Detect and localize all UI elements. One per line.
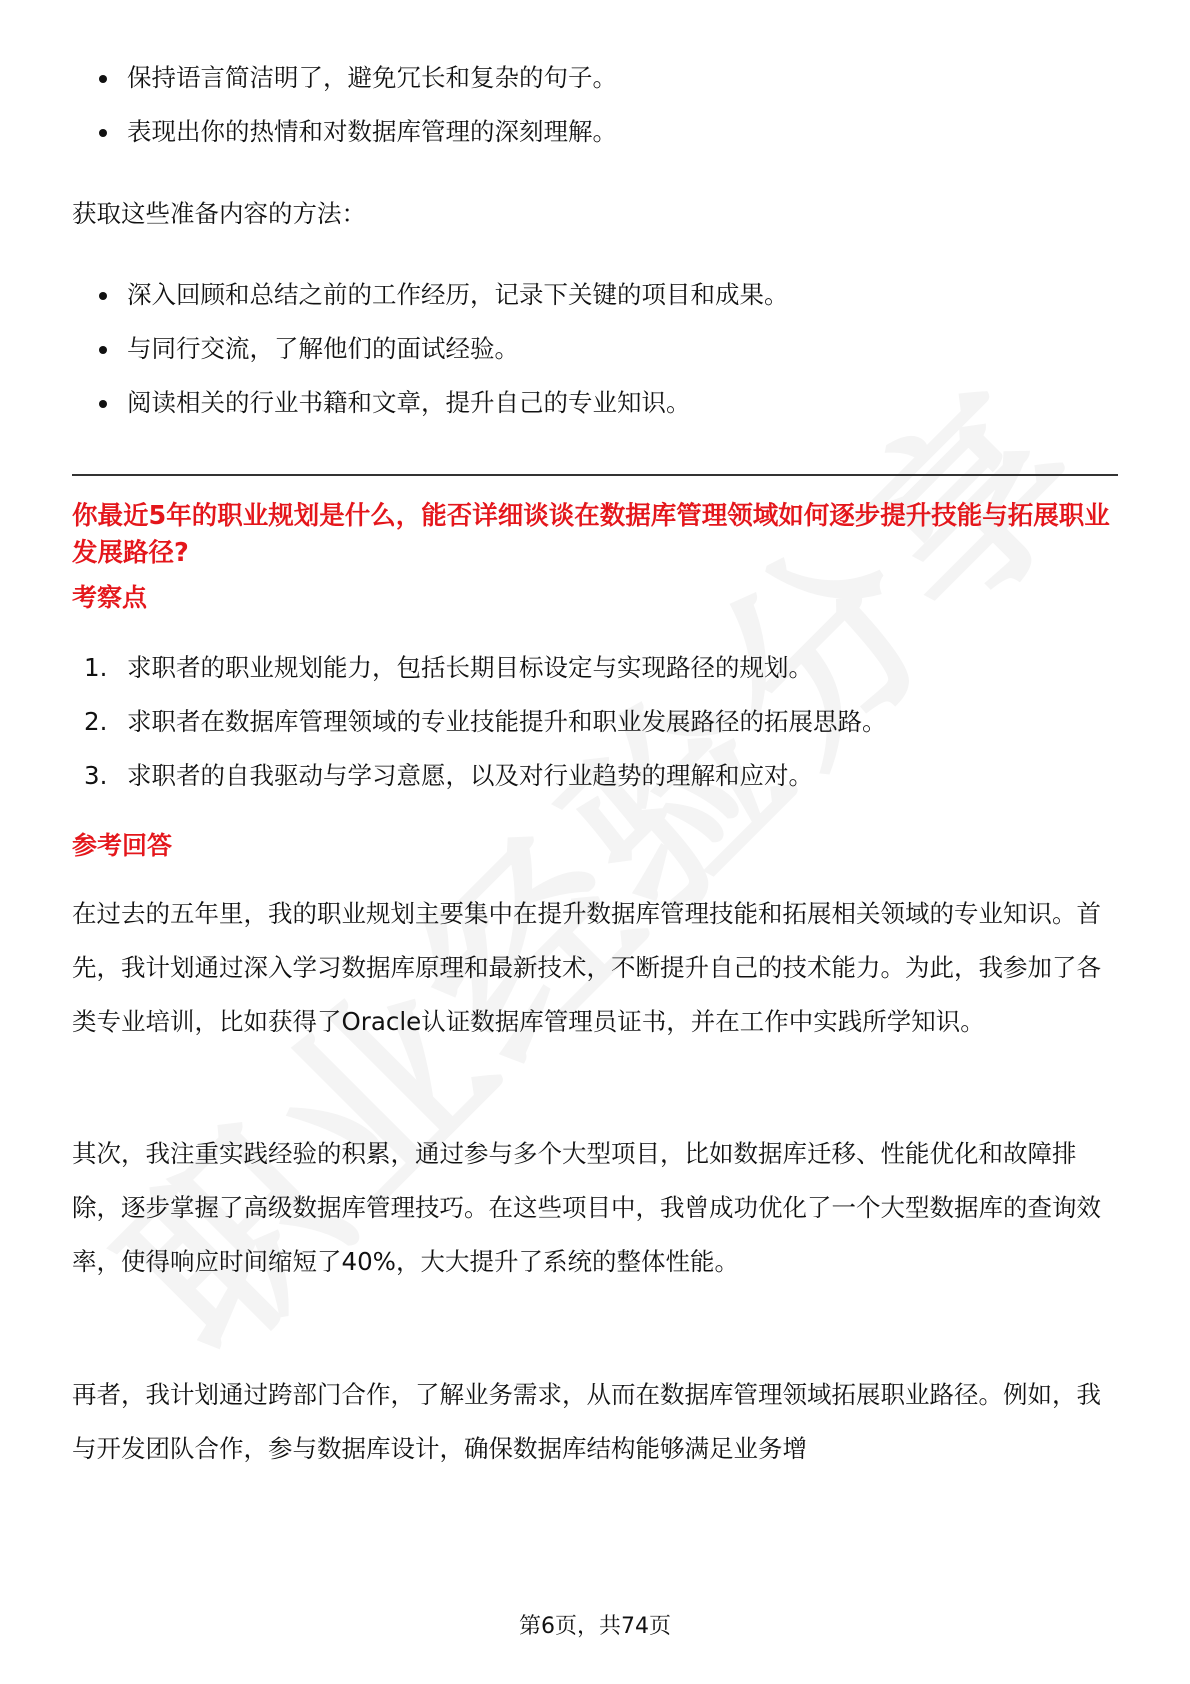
list-number: 1.: [84, 653, 108, 682]
list-item: [72, 706, 1118, 738]
list-item: [72, 760, 1118, 792]
document-page: [72, 0, 1118, 1684]
list-item-text: 求职者在数据库管理领域的专业技能提升和职业发展路径的拓展思路。: [127, 707, 887, 736]
page-number-footer: 第6页，共74页: [519, 1614, 671, 1639]
method-bullet-list: [72, 279, 1118, 419]
top-bullet-list: [72, 62, 1118, 148]
answer-paragraph: 再者，我计划通过跨部门合作，了解业务需求，从而在数据库管理领域拓展职业路径。例如，我与开发团队合作，参与数据库设计，确保数据库结构能够满足业务增: [72, 1380, 1101, 1463]
list-item-text: 阅读相关的行业书籍和文章，提升自己的专业知识。: [127, 388, 691, 417]
answer-paragraph: 其次，我注重实践经验的积累，通过参与多个大型项目，比如数据库迁移、性能优化和故障排除，逐步掌握了高级数据库管理技巧。在这些项目中，我曾成功优化了一个大型数据库的查询效率，使得响应时间缩短了40%，大大提升了系统的整体性能。: [72, 1139, 1101, 1276]
list-item-text: 求职者的自我驱动与学习意愿，以及对行业趋势的理解和应对。: [127, 761, 813, 790]
bullet-icon: [99, 75, 107, 83]
list-item-text: 与同行交流，了解他们的面试经验。: [127, 334, 519, 363]
list-number: 3.: [84, 761, 108, 790]
answer-paragraph: 在过去的五年里，我的职业规划主要集中在提升数据库管理技能和拓展相关领域的专业知识。首先，我计划通过深入学习数据库原理和最新技术，不断提升自己的技术能力。为此，我参加了各类专业培训，比如获得了Oracle认证数据库管理员证书，并在工作中实践所学知识。: [72, 899, 1101, 1036]
bullet-icon: [99, 400, 107, 408]
section-divider: [72, 474, 1118, 476]
focus-heading: 考察点: [72, 583, 148, 612]
list-item: [72, 62, 1118, 94]
bullet-icon: [99, 346, 107, 354]
list-item-text: 表现出你的热情和对数据库管理的深刻理解。: [127, 117, 617, 146]
list-item-text: 保持语言简洁明了，避免冗长和复杂的句子。: [127, 63, 617, 92]
list-item: [72, 652, 1118, 684]
focus-point-list: [72, 652, 1118, 792]
methods-intro: 获取这些准备内容的方法：: [72, 199, 366, 228]
list-item-text: 深入回顾和总结之前的工作经历，记录下关键的项目和成果。: [127, 280, 789, 309]
list-number: 2.: [84, 707, 108, 736]
list-item: [72, 116, 1118, 148]
question-title: 你最近5年的职业规划是什么，能否详细谈谈在数据库管理领域如何逐步提升技能与拓展职业发展路径?: [72, 501, 1110, 568]
bullet-icon: [99, 129, 107, 137]
answer-heading: 参考回答: [72, 831, 173, 860]
list-item-text: 求职者的职业规划能力，包括长期目标设定与实现路径的规划。: [127, 653, 813, 682]
list-item: [72, 333, 1118, 365]
bullet-icon: [99, 292, 107, 300]
list-item: [72, 279, 1118, 311]
list-item: [72, 387, 1118, 419]
